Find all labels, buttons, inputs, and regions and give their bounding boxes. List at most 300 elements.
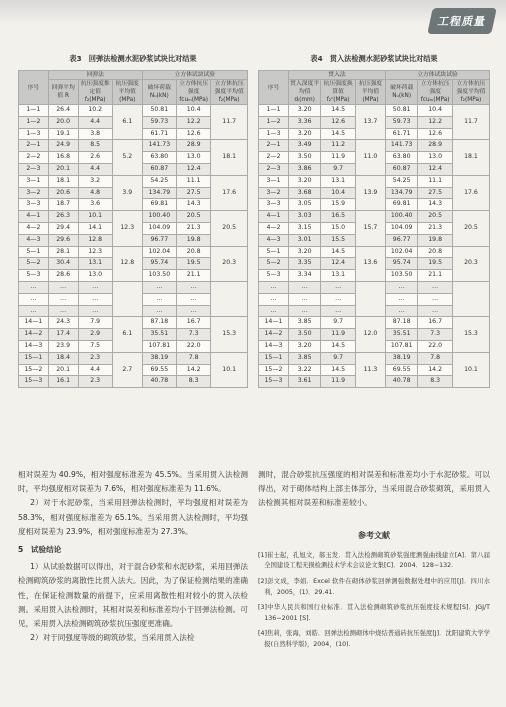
table-cell: … (289, 281, 321, 293)
group-average-cell: 2.7 (112, 352, 142, 387)
table-cell: 3.68 (289, 187, 321, 199)
table-cell: 69.55 (142, 364, 176, 376)
table-cell: 15—1 (259, 352, 289, 364)
table4-header-6: 立方体抗压强度平均值 f₂(MPa) (452, 80, 489, 105)
table-cell: 14—2 (19, 329, 49, 341)
group-average-cell: 11.0 (355, 140, 385, 175)
right-body-text (258, 468, 490, 656)
table-cell: 12.8 (78, 234, 112, 246)
table-cell: 10.4 (321, 187, 356, 199)
table-cell: … (289, 305, 321, 317)
table-cell: 14—1 (259, 317, 289, 329)
table-cell: 5—3 (259, 270, 289, 282)
table-cell: 12.2 (418, 116, 453, 128)
table-cell: … (259, 281, 289, 293)
group-average-cell: 15.3 (452, 317, 489, 352)
table-cell: 60.87 (386, 163, 418, 175)
table-cell: 4—1 (19, 211, 49, 223)
table-cell: 3.20 (289, 175, 321, 187)
group-average-cell: 15.3 (211, 317, 248, 352)
table-cell: … (48, 305, 78, 317)
group-average-cell: 10.1 (211, 352, 248, 387)
table-cell: 3.20 (289, 246, 321, 258)
table-cell: 12.4 (176, 163, 210, 175)
table-row (259, 281, 490, 293)
table3-block (18, 54, 248, 388)
table-cell: 4.8 (78, 187, 112, 199)
table-cell: 4—3 (19, 234, 49, 246)
table-cell: 4.4 (78, 364, 112, 376)
table-cell: 10.1 (78, 211, 112, 223)
table-cell: … (321, 305, 356, 317)
table-cell: 69.81 (386, 199, 418, 211)
table-cell: 8.3 (418, 376, 453, 388)
table-cell: … (19, 281, 49, 293)
table-cell: 19.5 (176, 258, 210, 270)
table-cell: 19.1 (48, 128, 78, 140)
table-cell: 9.7 (321, 317, 356, 329)
section-title: 5 试验结论 (18, 545, 62, 555)
table-cell: 11.1 (176, 175, 210, 187)
table-cell: 13.0 (418, 152, 453, 164)
table3-header-4: 破坏荷载 Nᵤ(kN) (142, 80, 176, 105)
table-row (19, 211, 248, 223)
table-cell: 20.8 (176, 246, 210, 258)
table-cell: 12.2 (176, 116, 210, 128)
table-cell: 15—2 (19, 364, 49, 376)
table-cell: 3.61 (289, 376, 321, 388)
group-average-cell: 18.1 (211, 140, 248, 175)
group-average-cell (355, 281, 385, 316)
table-cell: 3.85 (289, 317, 321, 329)
table3-header-0: 序号 (19, 71, 49, 105)
table-cell: 3.15 (289, 222, 321, 234)
table-cell: 22.0 (418, 340, 453, 352)
reference-list (258, 551, 490, 651)
group-average-cell: 12.3 (112, 211, 142, 246)
table-cell: 54.25 (386, 175, 418, 187)
table-cell: 3.36 (289, 116, 321, 128)
table-cell: 14.3 (176, 199, 210, 211)
table-cell: … (142, 281, 176, 293)
table-cell: 12.4 (321, 258, 356, 270)
table-cell: 100.40 (142, 211, 176, 223)
table-cell: 134.79 (142, 187, 176, 199)
table-cell: 14.5 (321, 128, 356, 140)
table-cell: 3.85 (289, 352, 321, 364)
table-cell: 14.5 (321, 246, 356, 258)
table-cell: 10.4 (176, 105, 210, 117)
table-cell: 3.20 (289, 105, 321, 117)
group-average-cell: 13.6 (355, 246, 385, 281)
table-cell: 3.20 (289, 340, 321, 352)
table-cell: 3—2 (19, 187, 49, 199)
table-cell: 2.3 (78, 352, 112, 364)
table-cell: 21.3 (418, 222, 453, 234)
group-average-cell: 20.5 (452, 211, 489, 246)
table-cell: 3.03 (289, 211, 321, 223)
table4-header-5: 立方体抗压强度 fcuₘ(MPa) (418, 80, 453, 105)
table-row (259, 140, 490, 152)
table-cell: 1—1 (19, 105, 49, 117)
table-cell: 14.1 (78, 222, 112, 234)
paragraph: 1）从试验数据可以得出，对于混合砂浆和水泥砂浆，采用回弹法检测砌筑砂浆的离散性比贯入法大。因此，为了保证检测结果的准确性，在保证检测数量的前提下，应采用离散性相对较小的贯入法检测。采用贯入法检测时，其相对误差和标准差均小于回弹法检测。可见，采用贯入法检测砌筑砂浆抗压强度更准确。 (18, 562, 248, 629)
table-cell: 35.51 (386, 329, 418, 341)
table4-header-2: 抗压强度换算值 f₂ᶜ(MPa) (321, 80, 356, 105)
group-average-cell: 11.7 (452, 105, 489, 140)
table-cell: 14—1 (19, 317, 49, 329)
table-cell: 11.2 (321, 140, 356, 152)
table-cell: 2—1 (19, 140, 49, 152)
table-cell: … (176, 293, 210, 305)
table-cell: 14—2 (259, 329, 289, 341)
table-cell: 1—1 (259, 105, 289, 117)
group-average-cell: 12.8 (112, 246, 142, 281)
table-cell: 15.9 (321, 199, 356, 211)
table-cell: 104.09 (142, 222, 176, 234)
table-cell: 3—1 (19, 175, 49, 187)
table-cell: 1—3 (259, 128, 289, 140)
table-row (259, 211, 490, 223)
table-cell: 16.1 (48, 376, 78, 388)
table-cell: 7.8 (176, 352, 210, 364)
table-cell: 14.2 (176, 364, 210, 376)
table-cell: 107.81 (386, 340, 418, 352)
table-row (259, 105, 490, 117)
table-cell: 141.73 (142, 140, 176, 152)
table-row (19, 140, 248, 152)
table-cell: 3—3 (19, 199, 49, 211)
table-cell: 14.5 (321, 364, 356, 376)
table-cell: 3.8 (78, 128, 112, 140)
table-cell: 12.6 (321, 116, 356, 128)
table-cell: 19.5 (418, 258, 453, 270)
table-cell: 4—1 (259, 211, 289, 223)
group-average-cell (211, 281, 248, 316)
table-cell: 3.01 (289, 234, 321, 246)
table-cell: 5—3 (19, 270, 49, 282)
table-cell: 12.6 (176, 128, 210, 140)
table-cell: 27.5 (176, 187, 210, 199)
table3-header-5: 立方体抗压强度 fcuₘ(MPa) (176, 80, 210, 105)
table-cell: 61.71 (386, 128, 418, 140)
table4-header-4: 破坏荷载 Nᵤ(kN) (386, 80, 418, 105)
table-cell: 96.77 (386, 234, 418, 246)
table-cell: 20.1 (48, 163, 78, 175)
table-cell: 3—3 (259, 199, 289, 211)
group-average-cell: 12.0 (355, 317, 385, 352)
table-cell: … (78, 293, 112, 305)
table-cell: 14.5 (321, 105, 356, 117)
group-average-cell: 13.9 (355, 175, 385, 210)
group-average-cell (452, 281, 489, 316)
references-title: 参考文献 (358, 530, 390, 540)
table-cell: 8.3 (176, 376, 210, 388)
table-row (259, 317, 490, 329)
table-cell: 3.50 (289, 152, 321, 164)
table-cell: 8.5 (78, 140, 112, 152)
left-body-text (18, 468, 248, 645)
table-cell: 13.1 (321, 175, 356, 187)
table-cell: 107.81 (142, 340, 176, 352)
table-cell: … (321, 293, 356, 305)
table-cell: 21.3 (176, 222, 210, 234)
table-cell: 95.74 (142, 258, 176, 270)
table-cell: 16.8 (48, 152, 78, 164)
table-cell: 11.1 (418, 175, 453, 187)
table-cell: 3.86 (289, 163, 321, 175)
table4-header-0: 序号 (259, 71, 289, 105)
table-cell: 63.80 (142, 152, 176, 164)
table-cell: 10.2 (78, 105, 112, 117)
table-cell: 5—1 (19, 246, 49, 258)
table-cell: … (142, 293, 176, 305)
table-cell: 2.3 (78, 376, 112, 388)
table-row (19, 105, 248, 117)
table-cell: … (418, 293, 453, 305)
table-cell: … (78, 305, 112, 317)
table-cell: 29.6 (48, 234, 78, 246)
table-cell: 87.18 (142, 317, 176, 329)
table-cell: 95.74 (386, 258, 418, 270)
table-cell: 2—2 (259, 152, 289, 164)
table-cell: 26.3 (48, 211, 78, 223)
table-cell: 4—2 (19, 222, 49, 234)
table4-header-3: 抗压强度平均值 (MPa) (355, 80, 385, 105)
table-cell: 18.4 (48, 352, 78, 364)
table-cell: 100.40 (386, 211, 418, 223)
table-cell: … (142, 305, 176, 317)
table-cell: … (78, 281, 112, 293)
table4-group-right: 立方体试块试验 (386, 71, 490, 80)
table-cell: … (289, 293, 321, 305)
group-average-cell: 11.7 (211, 105, 248, 140)
table-cell: 15—2 (259, 364, 289, 376)
table3 (18, 70, 248, 388)
table-cell: 1—2 (259, 116, 289, 128)
table-cell: … (418, 281, 453, 293)
table-cell: … (259, 305, 289, 317)
table-cell: 20.5 (418, 211, 453, 223)
table-cell: 103.50 (142, 270, 176, 282)
table-cell: 4—3 (259, 234, 289, 246)
table3-header-6: 立方体抗压强度平均值 f₂(MPa) (211, 80, 248, 105)
table-cell: 16.5 (321, 211, 356, 223)
table-row (259, 246, 490, 258)
group-average-cell: 15.7 (355, 211, 385, 246)
table-cell: 3.22 (289, 364, 321, 376)
paragraph: 相对误差为 40.9%，相对强度标准差为 45.5%。当采用贯入法检测时，平均强度相对误差为 7.6%，相对强度标准差为 11.6%。 (18, 470, 248, 494)
journal-logo: 工程质量 (427, 8, 497, 34)
table-cell: 30.4 (48, 258, 78, 270)
table-cell: 28.6 (48, 270, 78, 282)
table-cell: 5—2 (19, 258, 49, 270)
table-cell: 1—3 (19, 128, 49, 140)
table-cell: 3—2 (259, 187, 289, 199)
table3-group-right: 立方体试块试验 (142, 71, 247, 80)
table-cell: 13.0 (176, 152, 210, 164)
table-cell: 7.9 (78, 317, 112, 329)
table-cell: 96.77 (142, 234, 176, 246)
table-cell: 17.4 (48, 329, 78, 341)
table-row (19, 281, 248, 293)
table-cell: … (19, 305, 49, 317)
table-cell: 59.73 (142, 116, 176, 128)
table-cell: 18.7 (48, 199, 78, 211)
table-cell: 14—3 (19, 340, 49, 352)
table-cell: … (386, 305, 418, 317)
table-cell: 5—1 (259, 246, 289, 258)
table-cell: 19.8 (176, 234, 210, 246)
table-cell: 28.9 (176, 140, 210, 152)
table-cell: 10.4 (418, 105, 453, 117)
table-cell: 20.6 (48, 187, 78, 199)
group-average-cell: 20.3 (211, 246, 248, 281)
reference-item: [4]焦莉，张海，刘皓．回弹法检测砌体中烧结普通砖抗压强度[J]．沈阳建筑大学学报(自然科学版)，2004，(10). (258, 630, 490, 648)
paragraph: 测时，混合砂浆抗压强度的相对误差和标准差均小于水泥砂浆。可以得出，对于砌体结构上部主体部分，当采用混合砂浆砌筑，采用贯入法检测其相对误差和标准差较小。 (258, 470, 490, 508)
group-average-cell: 11.3 (355, 352, 385, 387)
table4-block (258, 54, 490, 388)
table-cell: 5—2 (259, 258, 289, 270)
table-cell: 3.20 (289, 128, 321, 140)
table-cell: 7.5 (78, 340, 112, 352)
table-cell: 7.3 (418, 329, 453, 341)
group-average-cell: 6.1 (112, 317, 142, 352)
table4-group-left: 贯入法 (289, 71, 386, 80)
table-cell: 21.1 (176, 270, 210, 282)
table-cell: 19.8 (418, 234, 453, 246)
group-average-cell: 18.1 (452, 140, 489, 175)
table-cell: 24.9 (48, 140, 78, 152)
table-cell: 54.25 (142, 175, 176, 187)
group-average-cell: 17.6 (452, 175, 489, 210)
table-cell: 14.2 (418, 364, 453, 376)
table-cell: 50.81 (142, 105, 176, 117)
paragraph: 2）对于水泥砂浆，当采用回弹法检测时，平均强度相对误差为 58.3%，相对强度标准差为 65.1%。当采用贯入法检测时，平均强度相对误差为 23.9%，相对强度标准差为 27.3%。 (18, 498, 248, 536)
table-cell: 20.5 (176, 211, 210, 223)
table-cell: 4.4 (78, 116, 112, 128)
table4-title: 表4 贯入法检测水泥砂浆试块比对结果 (310, 54, 438, 63)
table-cell: 63.80 (386, 152, 418, 164)
table-cell: 60.87 (142, 163, 176, 175)
table-cell: 3.6 (78, 199, 112, 211)
table-cell: 87.18 (386, 317, 418, 329)
table-cell: 9.7 (321, 352, 356, 364)
table-cell: 141.73 (386, 140, 418, 152)
table3-header-1: 回弹平均值 R (48, 80, 78, 105)
table-cell: 3.35 (289, 258, 321, 270)
reference-item: [3]中华人民共和国行业标准．贯入法检测砌筑砂浆抗压强度技术规程[S]．JGJ/T 136−2001 [S]. (258, 604, 490, 622)
table-cell: 3.50 (289, 329, 321, 341)
table-cell: 16.7 (176, 317, 210, 329)
table-cell: 13.1 (321, 270, 356, 282)
table-cell: … (386, 281, 418, 293)
group-average-cell: 10.1 (452, 352, 489, 387)
table-cell: 3—1 (259, 175, 289, 187)
table-cell: … (48, 281, 78, 293)
table-cell: 40.78 (142, 376, 176, 388)
table-cell: 2.9 (78, 329, 112, 341)
table-cell: 104.09 (386, 222, 418, 234)
table-cell: 102.04 (142, 246, 176, 258)
table-cell: 22.0 (176, 340, 210, 352)
table-row (19, 352, 248, 364)
table-cell: 4.4 (78, 163, 112, 175)
table-cell: 28.1 (48, 246, 78, 258)
table-cell: 15—1 (19, 352, 49, 364)
group-average-cell: 6.1 (112, 105, 142, 140)
table-cell: 14.5 (321, 340, 356, 352)
table-cell: 18.1 (48, 175, 78, 187)
group-average-cell: 3.9 (112, 175, 142, 210)
reference-item: [2]彭文成，李娟．Excel 软件在砌体砂浆回弹测强数据处理中的应用[J]．四川水利，2005，(1)．29.41. (258, 578, 490, 596)
table-cell: 20.0 (48, 116, 78, 128)
table-cell: 2—1 (259, 140, 289, 152)
table-cell: 50.81 (386, 105, 418, 117)
group-average-cell: 13.7 (355, 105, 385, 140)
table-cell: 29.4 (48, 222, 78, 234)
table-cell: 13.1 (78, 258, 112, 270)
table-cell: 7.8 (418, 352, 453, 364)
table-cell: 59.73 (386, 116, 418, 128)
table-row (259, 352, 490, 364)
table-cell: … (321, 281, 356, 293)
table-cell: … (418, 305, 453, 317)
table-cell: 12.3 (78, 246, 112, 258)
table-cell: 16.7 (418, 317, 453, 329)
table-row (19, 175, 248, 187)
group-average-cell: 5.2 (112, 140, 142, 175)
table-cell: 20.8 (418, 246, 453, 258)
group-average-cell: 20.5 (211, 211, 248, 246)
group-average-cell: 17.6 (211, 175, 248, 210)
table-cell: 69.81 (142, 199, 176, 211)
table-cell: 15.5 (321, 234, 356, 246)
group-average-cell: 20.3 (452, 246, 489, 281)
table-cell: 3.49 (289, 140, 321, 152)
table-cell: 1—2 (19, 116, 49, 128)
table-cell: … (48, 293, 78, 305)
table-row (19, 246, 248, 258)
table-cell: … (19, 293, 49, 305)
table-cell: 11.9 (321, 376, 356, 388)
table-cell: … (176, 281, 210, 293)
table-cell: 7.3 (176, 329, 210, 341)
table-cell: 35.51 (142, 329, 176, 341)
table-cell: 61.71 (142, 128, 176, 140)
table-cell: 12.4 (418, 163, 453, 175)
table-row (19, 317, 248, 329)
table-cell: 12.6 (418, 128, 453, 140)
reference-item: [1]崔士起，孔旭文，郝玉发．贯入法检测砌筑砂浆强度测强曲线建立[A]．第八届全国建设工程无损检测技术学术会议论文集[C]．2004．128−132. (258, 551, 490, 570)
table-cell: 11.9 (321, 152, 356, 164)
table4-header-1: 贯入深度平均值 dᵢ(mm) (290, 81, 320, 103)
table-cell: 4—2 (259, 222, 289, 234)
table4 (258, 70, 490, 388)
table-cell: 15—3 (259, 376, 289, 388)
table-cell: 26.4 (48, 105, 78, 117)
table-cell: 3.2 (78, 175, 112, 187)
table-cell: 21.1 (418, 270, 453, 282)
table-cell: 3.05 (289, 199, 321, 211)
table-cell: 102.04 (386, 246, 418, 258)
table-cell: 2.6 (78, 152, 112, 164)
table3-header-2: 抗压强度推定值 f₂(MPa) (78, 80, 112, 105)
table-cell: 9.7 (321, 163, 356, 175)
table-cell: 27.5 (418, 187, 453, 199)
table-cell: 28.9 (418, 140, 453, 152)
table-cell: 14—3 (259, 340, 289, 352)
